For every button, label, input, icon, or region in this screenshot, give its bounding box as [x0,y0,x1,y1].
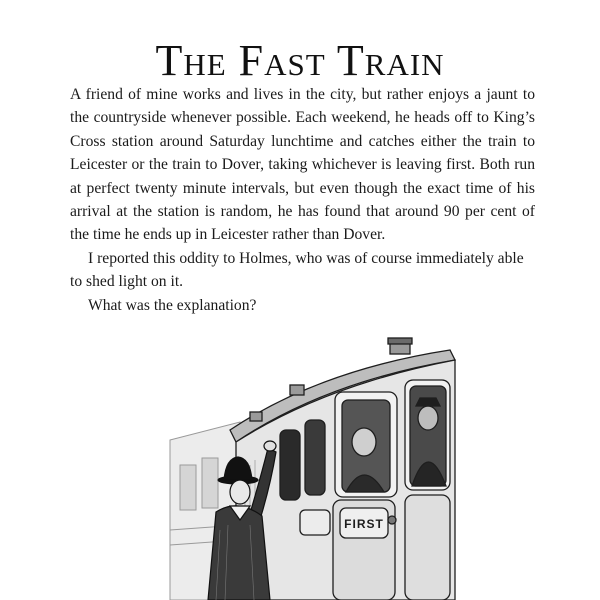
page-title: The Fast Train [155,36,445,86]
train-engraving [150,330,460,600]
paragraph-2: I reported this oddity to Holmes, who was of course immediately able to shed light on it. [70,249,524,291]
train-illustration [150,330,460,600]
carriage-class-sign: FIRST [344,517,384,531]
paragraph-1: A friend of mine works and lives in the city, but rather enjoys a jaunt to the countryside whenever possible. Each weekend, he heads off to King’s Cross station around Saturday lunchtime and catches either the train to Leicester or the train to Dover, taking whichever is leaving first. Both run at perfect twenty minute intervals, but even though the exact time of his arrival at the station is random, he has found that around 90 per cent of the time he ends up in Leicester rather than Dover. [70,86,535,244]
paragraph-3: What was the explanation? [88,296,257,314]
puzzle-text [70,83,535,317]
